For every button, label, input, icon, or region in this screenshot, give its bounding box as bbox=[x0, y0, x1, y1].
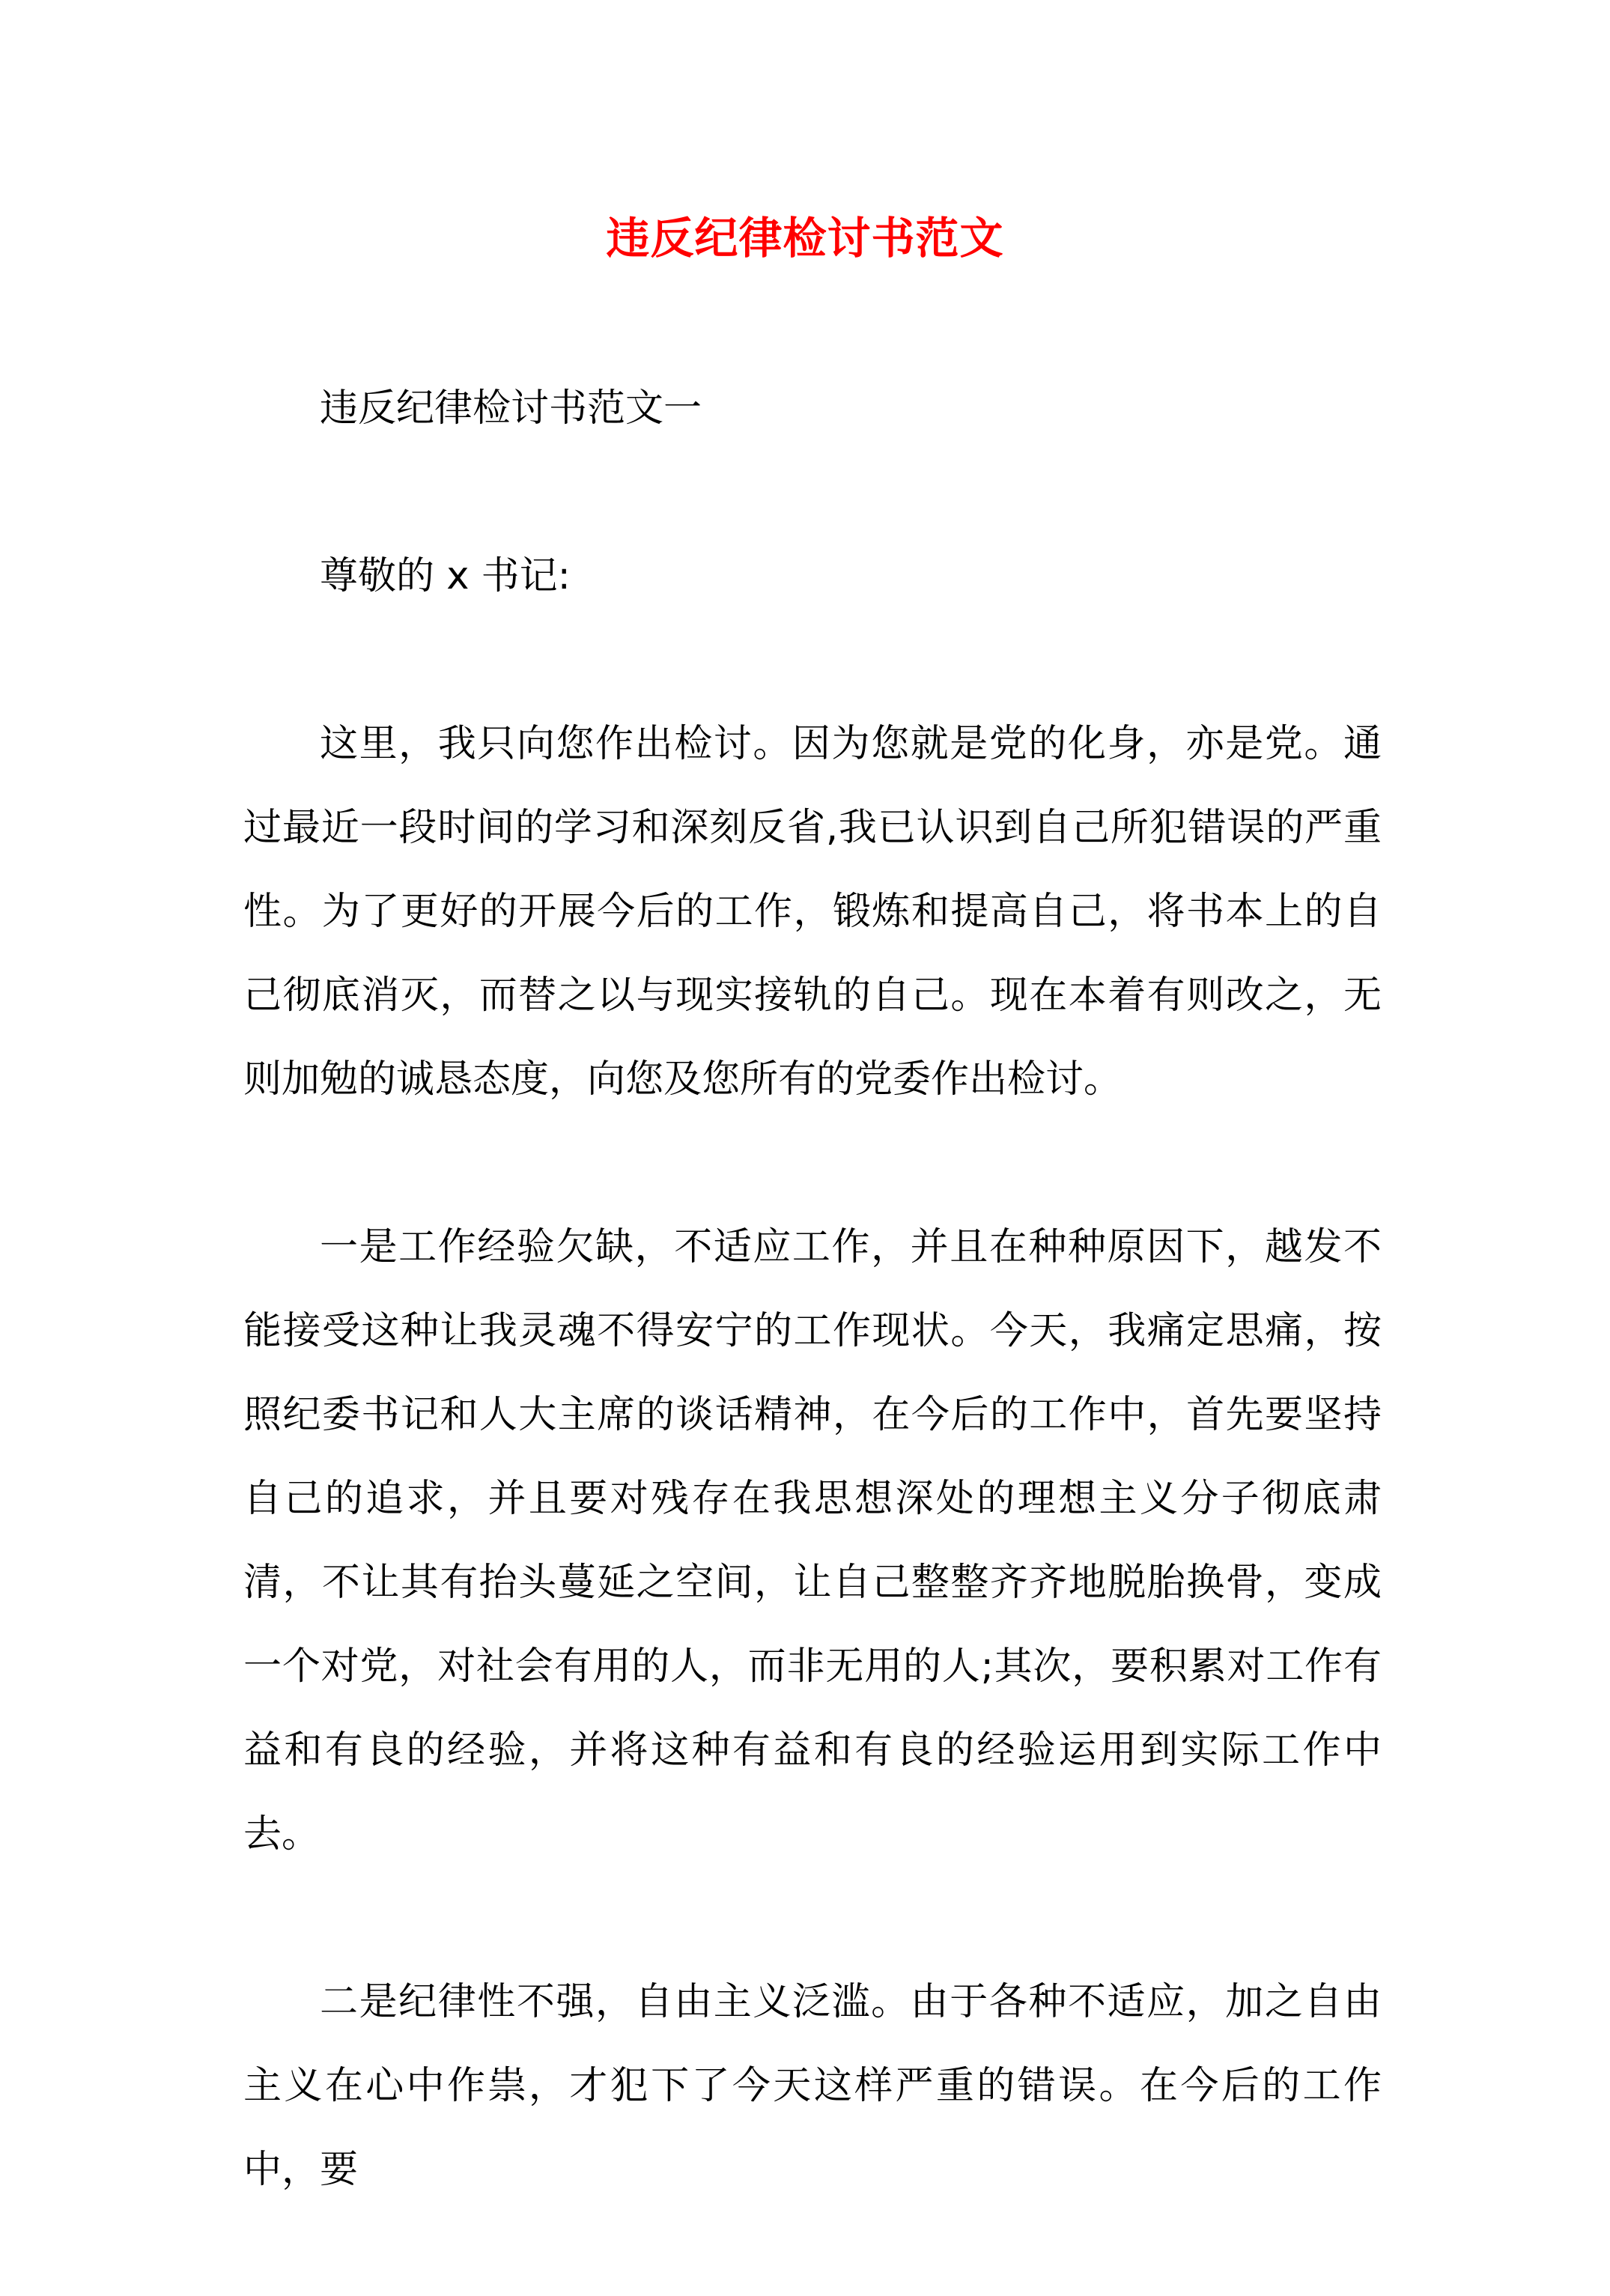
body-paragraph: 这里，我只向您作出检讨。因为您就是党的化身，亦是党。通过最近一段时间的学习和深刻反省,我已认识到自己所犯错误的严重性。为了更好的开展今后的工作，锻炼和提高自己，将书本上的自己彻底消灭，而替之以与现实接轨的自己。现在本着有则改之，无则加勉的诚恳态度，向您及您所有的党委作出检讨。 bbox=[243, 722, 1382, 1102]
body-paragraph: 二是纪律性不强，自由主义泛滥。由于各种不适应，加之自由主义在心中作祟，才犯下了今天这样严重的错误。在今后的工作中，要 bbox=[243, 1980, 1382, 2192]
salutation: 尊敬的 x 书记: bbox=[320, 554, 571, 598]
document-title: 违反纪律检讨书范文 bbox=[606, 213, 1004, 264]
section-heading: 违反纪律检讨书范文一 bbox=[320, 386, 702, 431]
body-paragraph: 一是工作经验欠缺，不适应工作，并且在种种原因下，越发不能接受这种让我灵魂不得安宁的工作现状。今天，我痛定思痛，按照纪委书记和人大主席的谈话精神，在今后的工作中，首先要坚持自己的追求，并且要对残存在我思想深处的理想主义分子彻底肃清，不让其有抬头蔓延之空间，让自己整整齐齐地脱胎换骨，变成一个对党，对社会有用的人，而非无用的人;其次，要积累对工作有益和有良的经验，并将这种有益和有良的经验运用到实际工作中去。 bbox=[243, 1225, 1382, 1856]
document-body bbox=[243, 367, 1382, 2296]
